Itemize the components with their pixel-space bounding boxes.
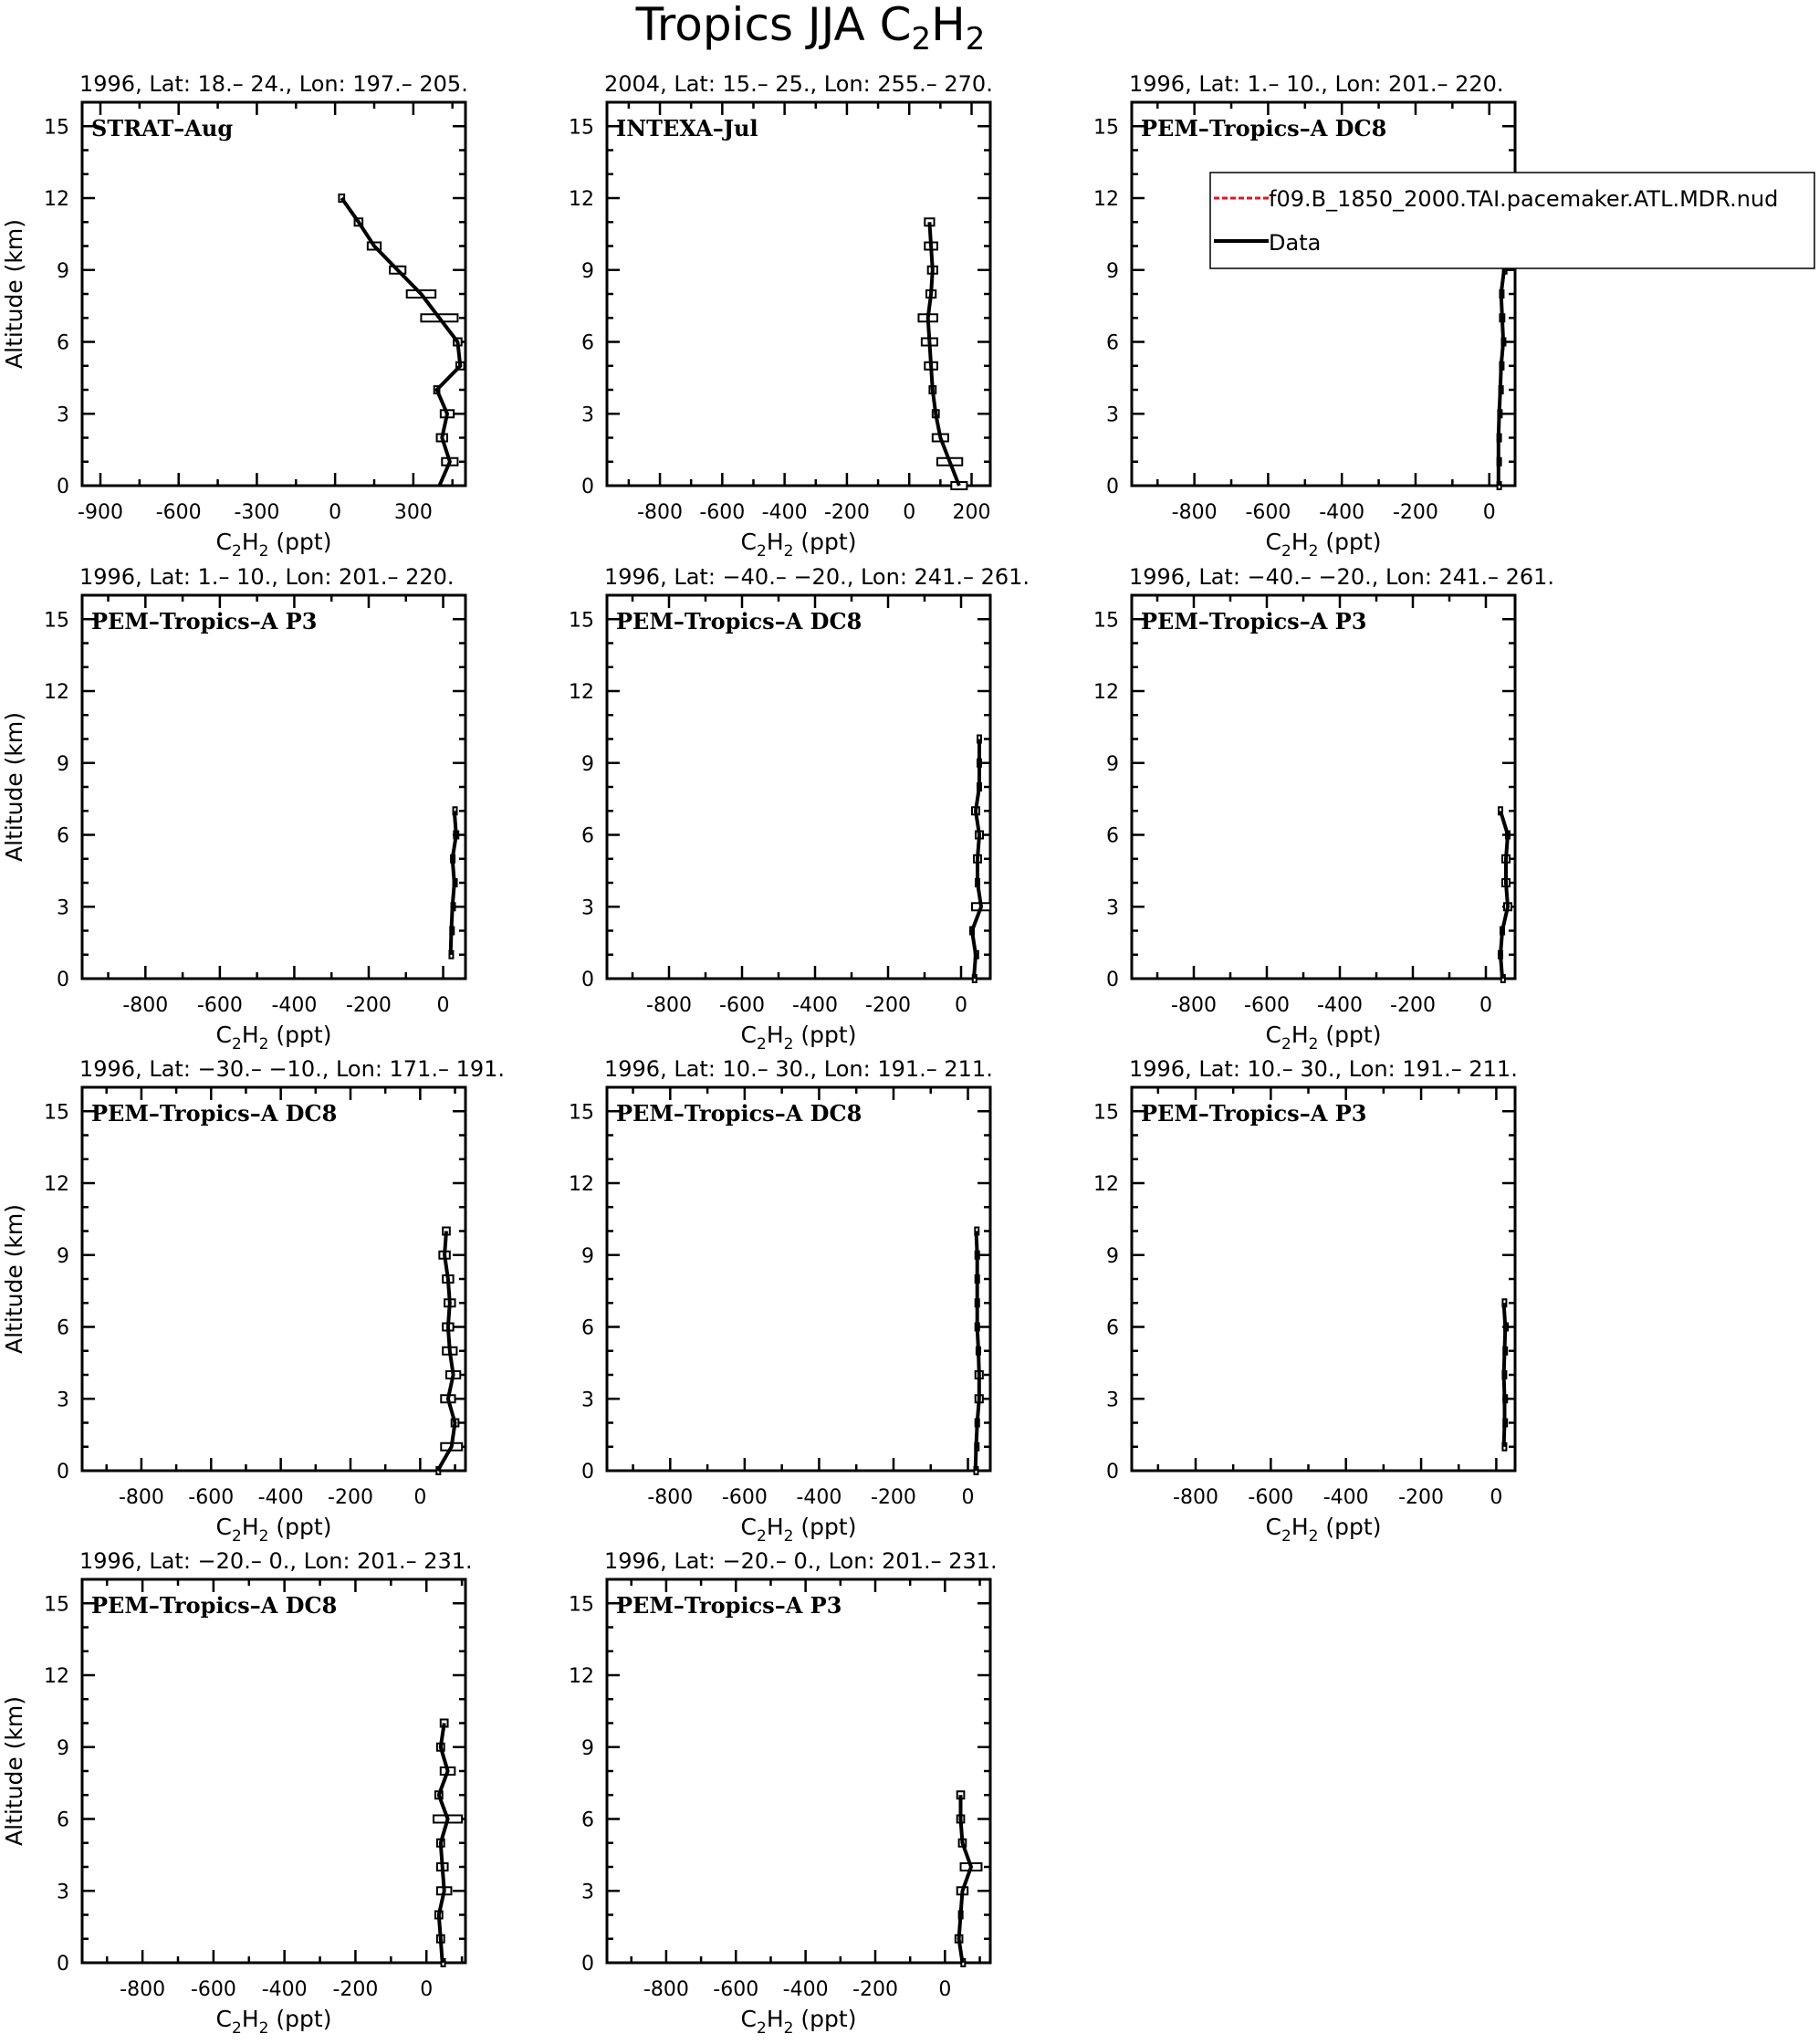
y-tick-label: 0 xyxy=(57,969,69,991)
campaign-label: PEM–Tropics–A DC8 xyxy=(616,608,862,634)
x-tick-label: -200 xyxy=(871,1486,916,1509)
x-tick-label: -200 xyxy=(1392,501,1438,524)
panel-header: 1996, Lat: 18.– 24., Lon: 197.– 205. xyxy=(79,71,468,97)
y-tick-label: 9 xyxy=(57,1736,69,1760)
x-tick-label: -900 xyxy=(78,501,123,524)
x-tick-label: -400 xyxy=(782,1978,829,2001)
y-tick-label: 6 xyxy=(581,824,594,848)
panel-10 xyxy=(1,1548,473,2038)
y-tick-label: 9 xyxy=(581,752,594,776)
x-axis-label: $C_2H_2$ (ppt) xyxy=(1265,1514,1382,1546)
y-tick-label: 12 xyxy=(44,681,69,704)
campaign-label: PEM–Tropics–A DC8 xyxy=(91,1592,338,1619)
x-tick-label: 0 xyxy=(1479,994,1492,1017)
campaign-label: STRAT–Aug xyxy=(91,115,234,142)
figure-title: Tropics JJA $C_2H_2$ xyxy=(635,0,986,58)
x-axis-label: $C_2H_2$ (ppt) xyxy=(215,1514,332,1546)
y-tick-label: 12 xyxy=(1093,681,1119,704)
y-tick-label: 0 xyxy=(581,1461,594,1483)
y-tick-label: 0 xyxy=(581,1953,594,1976)
x-tick-label: -200 xyxy=(1390,994,1436,1017)
x-tick-label: -400 xyxy=(257,1486,304,1509)
y-tick-label: 0 xyxy=(581,969,594,991)
x-tick-label: -200 xyxy=(865,994,911,1017)
x-tick-label: -600 xyxy=(155,501,202,524)
y-axis-label: Altitude (km) xyxy=(1,1696,27,1846)
y-tick-label: 3 xyxy=(1106,1389,1119,1412)
panel-header: 1996, Lat: −20.– 0., Lon: 201.– 231. xyxy=(79,1548,473,1574)
panel-header: 1996, Lat: −20.– 0., Lon: 201.– 231. xyxy=(604,1548,998,1574)
x-tick-label: 0 xyxy=(420,1978,434,2001)
panel-header: 1996, Lat: −30.– −10., Lon: 171.– 191. xyxy=(79,1056,506,1082)
y-tick-label: 12 xyxy=(569,1173,594,1196)
x-tick-label: -800 xyxy=(1173,1486,1218,1509)
campaign-label: PEM–Tropics–A P3 xyxy=(1141,1100,1367,1127)
x-tick-label: -600 xyxy=(713,1978,759,2001)
plot-frame xyxy=(607,1087,990,1471)
y-tick-label: 12 xyxy=(569,681,594,704)
x-tick-label: 0 xyxy=(1482,501,1496,524)
x-axis-label: $C_2H_2$ (ppt) xyxy=(215,1022,332,1053)
x-axis-label: $C_2H_2$ (ppt) xyxy=(740,529,857,561)
x-tick-label: -300 xyxy=(234,501,280,524)
x-tick-label: -400 xyxy=(1322,1486,1369,1509)
panel-header: 1996, Lat: −40.– −20., Lon: 241.– 261. xyxy=(1129,564,1555,590)
plot-frame xyxy=(82,1579,465,1963)
panel-header: 1996, Lat: 1.– 10., Lon: 201.– 220. xyxy=(1129,71,1504,97)
panel-7 xyxy=(1,1056,505,1546)
data-line xyxy=(341,198,460,486)
x-tick-label: -800 xyxy=(647,1486,694,1509)
y-tick-label: 15 xyxy=(1093,1101,1119,1125)
plot-frame xyxy=(1132,102,1515,486)
y-tick-label: 6 xyxy=(57,1316,69,1340)
x-axis-label: $C_2H_2$ (ppt) xyxy=(740,2006,857,2038)
y-tick-label: 15 xyxy=(44,1593,69,1617)
y-tick-label: 3 xyxy=(57,404,69,427)
data-series xyxy=(449,807,458,959)
plot-frame xyxy=(82,595,465,979)
x-tick-label: -800 xyxy=(1171,501,1218,524)
data-series xyxy=(974,1228,982,1475)
x-tick-label: 0 xyxy=(413,1486,427,1509)
y-tick-label: 6 xyxy=(1106,1316,1119,1340)
y-tick-label: 0 xyxy=(581,476,594,498)
x-tick-label: 0 xyxy=(329,501,342,524)
y-tick-label: 6 xyxy=(581,1316,594,1340)
panel-4 xyxy=(1,564,465,1053)
x-tick-label: -400 xyxy=(761,501,808,524)
y-tick-label: 3 xyxy=(57,1389,69,1412)
data-series xyxy=(1502,1299,1508,1451)
x-tick-label: -600 xyxy=(699,501,746,524)
legend xyxy=(1210,173,1814,268)
data-series xyxy=(918,218,967,489)
x-tick-label: 0 xyxy=(436,994,450,1017)
x-tick-label: -200 xyxy=(852,1978,898,2001)
y-tick-label: 12 xyxy=(569,188,594,211)
x-tick-label: -200 xyxy=(823,501,870,524)
x-tick-label: 200 xyxy=(952,501,991,524)
y-tick-label: 0 xyxy=(1106,476,1119,498)
x-tick-label: -800 xyxy=(637,501,684,524)
legend-label-data: Data xyxy=(1269,230,1322,256)
y-tick-label: 12 xyxy=(569,1665,594,1688)
campaign-label: PEM–Tropics–A P3 xyxy=(1141,608,1367,634)
y-tick-label: 12 xyxy=(1093,1173,1119,1196)
y-tick-label: 3 xyxy=(581,896,594,920)
x-tick-label: -800 xyxy=(646,994,692,1017)
y-tick-label: 3 xyxy=(581,1389,594,1412)
y-tick-label: 3 xyxy=(1106,896,1119,920)
x-tick-label: -600 xyxy=(196,994,243,1017)
y-tick-label: 3 xyxy=(581,404,594,427)
legend-label-model: f09.B_1850_2000.TAI.pacemaker.ATL.MDR.nud xyxy=(1269,186,1779,212)
x-tick-label: -600 xyxy=(721,1486,768,1509)
x-tick-label: -800 xyxy=(122,994,169,1017)
x-tick-label: -400 xyxy=(1319,501,1365,524)
y-tick-label: 15 xyxy=(44,609,69,633)
x-tick-label: -400 xyxy=(796,1486,842,1509)
plot-frame xyxy=(1132,595,1515,979)
plot-frame xyxy=(1132,1087,1515,1471)
y-axis-label: Altitude (km) xyxy=(1,712,27,862)
y-tick-label: 15 xyxy=(44,1101,69,1125)
y-tick-label: 6 xyxy=(1106,824,1119,848)
campaign-label: PEM–Tropics–A DC8 xyxy=(616,1100,862,1127)
data-series xyxy=(1499,807,1511,982)
panel-2 xyxy=(569,71,993,561)
data-series xyxy=(1498,243,1507,490)
campaign-label: INTEXA–Jul xyxy=(616,115,758,142)
y-tick-label: 9 xyxy=(1106,752,1119,776)
x-axis-label: $C_2H_2$ (ppt) xyxy=(1265,1022,1382,1053)
y-axis-label: Altitude (km) xyxy=(1,219,27,369)
y-tick-label: 15 xyxy=(569,116,594,140)
y-tick-label: 3 xyxy=(57,1881,69,1904)
campaign-label: PEM–Tropics–A P3 xyxy=(91,608,318,634)
y-tick-label: 6 xyxy=(581,331,594,355)
panel-11 xyxy=(569,1548,998,2038)
y-tick-label: 3 xyxy=(57,896,69,920)
y-axis-label: Altitude (km) xyxy=(1,1204,27,1354)
data-series xyxy=(436,1228,462,1475)
y-tick-label: 15 xyxy=(1093,116,1119,140)
x-tick-label: -200 xyxy=(346,994,392,1017)
x-tick-label: 300 xyxy=(393,501,433,524)
y-tick-label: 0 xyxy=(1106,969,1119,991)
y-tick-label: 12 xyxy=(44,1665,69,1688)
data-series xyxy=(434,1720,462,1967)
x-axis-label: $C_2H_2$ (ppt) xyxy=(215,2006,332,2038)
data-series xyxy=(956,1791,982,1966)
x-tick-label: -800 xyxy=(118,1486,164,1509)
y-tick-label: 6 xyxy=(581,1808,594,1832)
x-tick-label: -400 xyxy=(792,994,838,1017)
plot-frame xyxy=(607,1579,990,1963)
panel-header: 1996, Lat: 10.– 30., Lon: 191.– 211. xyxy=(1129,1056,1518,1082)
y-tick-label: 6 xyxy=(57,824,69,848)
panel-8 xyxy=(569,1056,993,1546)
y-tick-label: 12 xyxy=(44,1173,69,1196)
x-tick-label: -600 xyxy=(1245,501,1291,524)
y-tick-label: 12 xyxy=(44,188,69,211)
y-tick-label: 0 xyxy=(1106,1461,1119,1483)
x-axis-label: $C_2H_2$ (ppt) xyxy=(1265,529,1382,561)
x-tick-label: -400 xyxy=(1317,994,1363,1017)
y-tick-label: 6 xyxy=(1106,331,1119,355)
x-tick-label: 0 xyxy=(1490,1486,1503,1509)
x-axis-label: $C_2H_2$ (ppt) xyxy=(215,529,332,561)
y-tick-label: 3 xyxy=(1106,404,1119,427)
campaign-label: PEM–Tropics–A P3 xyxy=(616,1592,842,1619)
campaign-label: PEM–Tropics–A DC8 xyxy=(1141,115,1387,142)
y-tick-label: 0 xyxy=(57,476,69,498)
y-tick-label: 9 xyxy=(57,752,69,776)
x-tick-label: -600 xyxy=(190,1978,236,2001)
panels xyxy=(1,71,1554,2038)
x-tick-label: -200 xyxy=(332,1978,379,2001)
x-tick-label: -600 xyxy=(719,994,765,1017)
panel-header: 1996, Lat: 1.– 10., Lon: 201.– 220. xyxy=(79,564,455,590)
x-tick-label: -800 xyxy=(120,1978,166,2001)
x-tick-label: -400 xyxy=(271,994,318,1017)
plot-frame xyxy=(607,595,990,979)
x-tick-label: 0 xyxy=(938,1978,952,2001)
y-tick-label: 9 xyxy=(581,1244,594,1268)
x-tick-label: 0 xyxy=(961,1486,975,1509)
y-tick-label: 15 xyxy=(44,116,69,140)
x-axis-label: $C_2H_2$ (ppt) xyxy=(740,1022,857,1053)
y-tick-label: 9 xyxy=(581,259,594,283)
x-axis-label: $C_2H_2$ (ppt) xyxy=(740,1514,857,1546)
y-tick-label: 15 xyxy=(1093,609,1119,633)
panel-1 xyxy=(1,71,468,561)
y-tick-label: 0 xyxy=(57,1461,69,1483)
y-tick-label: 15 xyxy=(569,609,594,633)
panel-3 xyxy=(1093,71,1515,561)
x-tick-label: -400 xyxy=(261,1978,308,2001)
data-line xyxy=(928,222,959,486)
y-tick-label: 9 xyxy=(57,259,69,283)
x-tick-label: 0 xyxy=(903,501,916,524)
y-tick-label: 0 xyxy=(57,1953,69,1976)
y-tick-label: 9 xyxy=(57,1244,69,1268)
x-tick-label: -800 xyxy=(1171,994,1217,1017)
y-tick-label: 15 xyxy=(569,1593,594,1617)
y-tick-label: 6 xyxy=(57,331,69,355)
plot-frame xyxy=(82,1087,465,1471)
y-tick-label: 3 xyxy=(581,1881,594,1904)
x-tick-label: -800 xyxy=(643,1978,689,2001)
y-tick-label: 6 xyxy=(57,1808,69,1832)
x-tick-label: -600 xyxy=(188,1486,235,1509)
data-series xyxy=(339,194,464,486)
x-tick-label: -200 xyxy=(328,1486,373,1509)
data-line xyxy=(1500,811,1508,979)
x-tick-label: -200 xyxy=(1398,1486,1445,1509)
campaign-label: PEM–Tropics–A DC8 xyxy=(91,1100,338,1127)
panel-header: 1996, Lat: 10.– 30., Lon: 191.– 211. xyxy=(604,1056,993,1082)
panel-9 xyxy=(1093,1056,1518,1546)
x-tick-label: 0 xyxy=(955,994,967,1017)
panel-header: 2004, Lat: 15.– 25., Lon: 255.– 270. xyxy=(604,71,993,97)
y-tick-label: 12 xyxy=(1093,188,1119,211)
x-tick-label: -600 xyxy=(1248,1486,1294,1509)
panel-5 xyxy=(569,564,1030,1053)
panel-6 xyxy=(1093,564,1554,1053)
x-tick-label: -600 xyxy=(1244,994,1290,1017)
data-line xyxy=(1504,1303,1506,1447)
y-tick-label: 9 xyxy=(1106,1244,1119,1268)
y-tick-label: 15 xyxy=(569,1101,594,1125)
panel-header: 1996, Lat: −40.– −20., Lon: 241.– 261. xyxy=(604,564,1030,590)
y-tick-label: 9 xyxy=(581,1736,594,1760)
y-tick-label: 9 xyxy=(1106,259,1119,283)
